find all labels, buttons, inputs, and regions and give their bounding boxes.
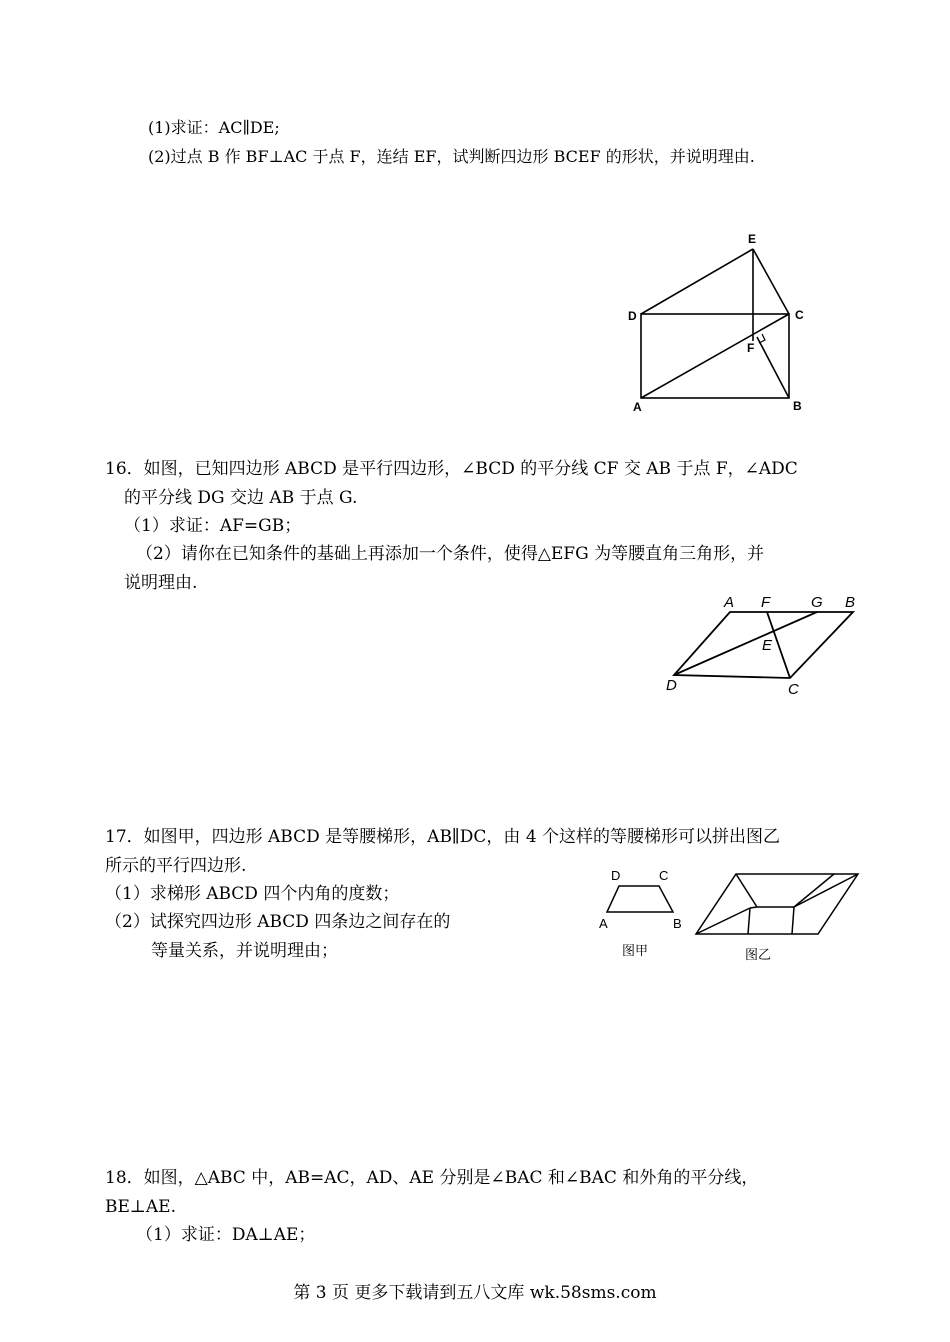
q17-line1: 17．如图甲，四边形 ABCD 是等腰梯形，AB∥DC，由 4 个这样的等腰梯形可以拼出图乙 bbox=[105, 827, 781, 847]
q15-part2: (2)过点 B 作 BF⊥AC 于点 F，连结 EF，试判断四边形 BCEF 的形状，并说明理由. bbox=[148, 147, 755, 166]
q17-label-b: B bbox=[673, 916, 682, 931]
q16-line4: （2）请你在已知条件的基础上再添加一个条件，使得△EFG 为等腰直角三角形，并 bbox=[136, 544, 765, 564]
q16-label-b: B bbox=[845, 594, 856, 611]
q17-line4: （2）试探究四边形 ABCD 四条边之间存在的 bbox=[105, 912, 451, 932]
segment-bf bbox=[757, 337, 789, 398]
q15-label-d: D bbox=[628, 309, 637, 323]
inner-rect-yi bbox=[748, 908, 795, 934]
q17-label-c: C bbox=[659, 868, 669, 883]
parallelogram-yi bbox=[696, 874, 858, 934]
q16-label-d: D bbox=[666, 677, 677, 694]
q18-line3: （1）求证：DA⊥AE； bbox=[136, 1225, 316, 1245]
q18-line1: 18．如图，△ABC 中，AB=AC，AD、AE 分别是∠BAC 和∠BAC 和外角的平分线， bbox=[105, 1168, 759, 1188]
q16-line3: （1）求证：AF=GB； bbox=[124, 516, 302, 536]
q16-figure bbox=[655, 590, 870, 705]
q16-label-a: A bbox=[724, 594, 735, 611]
q16-label-g: G bbox=[811, 594, 823, 611]
q16-label-c: C bbox=[788, 681, 799, 698]
q15-label-e: E bbox=[748, 232, 757, 246]
segment-de bbox=[641, 249, 753, 314]
segment-dg bbox=[674, 612, 817, 675]
q16-line2: 的平分线 DG 交边 AB 于点 G. bbox=[124, 488, 358, 508]
q15-part1: (1)求证：AC∥DE; bbox=[148, 118, 280, 137]
q17-caption-jia: 图甲 bbox=[622, 943, 649, 958]
q18-line2: BE⊥AE. bbox=[105, 1197, 176, 1217]
q17-label-d: D bbox=[611, 868, 621, 883]
q17-line5: 等量关系，并说明理由； bbox=[151, 941, 338, 961]
segment-ec bbox=[753, 249, 789, 314]
q15-label-a: A bbox=[633, 400, 642, 414]
q15-label-b: B bbox=[793, 399, 802, 413]
q15-label-f: F bbox=[747, 341, 755, 355]
q16-label-f: F bbox=[761, 594, 771, 611]
q17-caption-yi: 图乙 bbox=[745, 947, 772, 962]
q15-figure bbox=[620, 225, 820, 420]
trapezoid-jia bbox=[607, 886, 673, 912]
q16-label-e: E bbox=[762, 637, 773, 654]
q17-figure bbox=[595, 862, 865, 972]
page-footer: 第 3 页 更多下载请到五八文库 wk.58sms.com bbox=[293, 1283, 657, 1303]
q15-label-c: C bbox=[795, 308, 804, 322]
q16-line5: 说明理由. bbox=[124, 573, 198, 593]
q17-line2: 所示的平行四边形. bbox=[105, 856, 247, 876]
q17-line3: （1）求梯形 ABCD 四个内角的度数； bbox=[105, 884, 400, 904]
q16-line1: 16．如图，已知四边形 ABCD 是平行四边形，∠BCD 的平分线 CF 交 AB 于点 F，∠ADC bbox=[105, 459, 798, 479]
q17-label-a: A bbox=[599, 916, 608, 931]
